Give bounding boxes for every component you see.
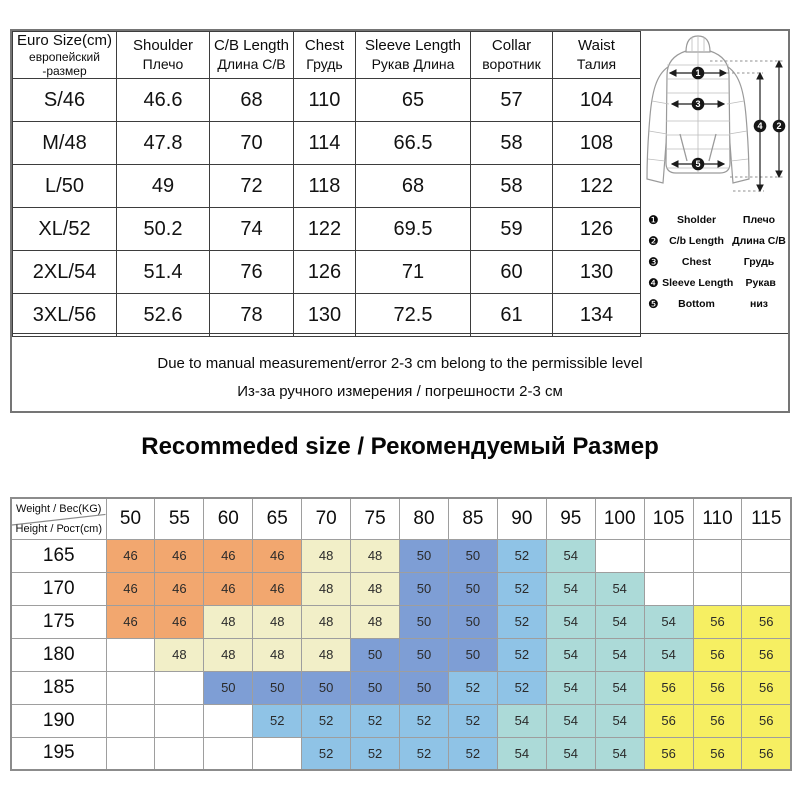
size-table-cell: 118 [294,165,356,208]
corner-header-cell [11,498,106,539]
size-value-cell: 52 [448,737,497,770]
size-value-cell: 50 [400,605,449,638]
size-value-cell: 54 [546,638,595,671]
size-value-cell: 54 [595,605,644,638]
marker-5: 5 [695,159,701,170]
marker-2: 2 [776,121,782,132]
marker-4: 4 [757,121,763,132]
weight-header-cell: 50 [106,498,155,539]
size-table-cell: 76 [210,251,294,294]
size-value-cell: 54 [546,539,595,572]
size-value-cell: 56 [644,704,693,737]
legend-number-icon: ❶ [648,212,659,227]
size-value-cell: 46 [106,605,155,638]
size-value-cell: 54 [595,572,644,605]
size-value-cell: 46 [155,539,204,572]
size-value-cell: 54 [595,638,644,671]
size-table-row [13,251,641,294]
recommended-size-title: Recommeded size / Рекомендуемый Размер [141,433,659,460]
size-value-cell [742,539,791,572]
size-table-cell: 46.6 [117,79,210,122]
size-table-cell: 108 [553,122,641,165]
size-value-cell: 52 [253,704,302,737]
size-table-cell: 52.6 [117,294,210,337]
legend-label-en: Sleeve Length [662,276,734,289]
size-table-cell: 65 [356,79,471,122]
size-value-cell: 52 [497,572,546,605]
size-table-header-row [13,32,641,79]
size-value-cell: 48 [204,638,253,671]
size-value-cell: 48 [351,539,400,572]
col-header-shoulder: Shoulder Плечо [117,32,210,79]
height-header-cell: 190 [11,704,106,737]
size-value-cell: 50 [400,572,449,605]
size-value-cell [155,704,204,737]
size-value-cell: 54 [546,572,595,605]
size-value-cell: 52 [497,638,546,671]
weight-header-cell: 100 [595,498,644,539]
legend-label-ru: низ [749,297,769,310]
col-header-euro-size: Euro Size(cm) европейский -размер [13,32,117,79]
size-table-cell: 130 [553,251,641,294]
size-value-cell: 56 [742,704,791,737]
size-value-cell: 56 [644,671,693,704]
recommend-row [11,572,791,605]
legend-item [648,251,788,272]
weight-header-cell: 95 [546,498,595,539]
size-value-cell: 52 [351,737,400,770]
legend-item [648,272,788,293]
size-value-cell [644,572,693,605]
legend-item [648,230,788,251]
marker-1: 1 [695,68,701,79]
col-header-chest: Chest Грудь [294,32,356,79]
legend-number-icon: ❷ [648,233,659,248]
size-table-cell: 68 [356,165,471,208]
size-value-cell [155,671,204,704]
size-value-cell: 54 [546,704,595,737]
size-table-row [13,79,641,122]
size-value-cell [106,737,155,770]
size-table-cell: 58 [471,122,553,165]
col-header-collar: Collar воротник [471,32,553,79]
note-line-ru: Из-за ручного измерения / погрешности 2-3 см [237,383,563,400]
size-value-cell: 54 [546,737,595,770]
weight-header-cell: 85 [448,498,497,539]
size-value-cell: 54 [644,638,693,671]
size-table-cell: 51.4 [117,251,210,294]
recommend-row [11,737,791,770]
size-value-cell: 56 [742,671,791,704]
height-header-cell: 165 [11,539,106,572]
size-table-cell: 130 [294,294,356,337]
legend-label-ru: Длина C/B [732,234,786,247]
size-table-cell: 110 [294,79,356,122]
note-line-en: Due to manual measurement/error 2-3 cm belong to the permissible level [157,355,643,372]
size-value-cell: 50 [204,671,253,704]
recommend-row [11,704,791,737]
size-value-cell [106,638,155,671]
weight-header-cell: 70 [302,498,351,539]
measurement-note [12,333,788,411]
measurement-section [10,29,790,413]
size-value-cell: 54 [595,704,644,737]
recommend-row [11,638,791,671]
size-value-cell [595,539,644,572]
size-value-cell: 48 [253,638,302,671]
legend-number-icon: ❺ [648,296,659,311]
size-value-cell: 56 [693,638,742,671]
size-value-cell: 54 [595,737,644,770]
size-value-cell: 52 [351,704,400,737]
size-value-cell: 48 [302,605,351,638]
size-table-cell: 122 [294,208,356,251]
size-table-cell: S/46 [13,79,117,122]
size-table-cell: M/48 [13,122,117,165]
euro-size-table [12,31,641,337]
size-value-cell: 50 [400,638,449,671]
recommend-row [11,671,791,704]
jacket-measurement-diagram [640,31,788,208]
weight-header-cell: 90 [497,498,546,539]
size-value-cell: 56 [693,704,742,737]
weight-header-row [11,498,791,539]
size-table-cell: 49 [117,165,210,208]
legend-label-en: Bottom [678,297,715,310]
size-value-cell [693,572,742,605]
size-table-cell: 134 [553,294,641,337]
legend-number-icon: ❸ [648,254,659,269]
recommend-table-body [11,539,791,770]
size-value-cell: 54 [546,605,595,638]
size-value-cell: 50 [302,671,351,704]
size-value-cell [204,737,253,770]
col-header-cb-length: C/B Length Длина C/B [210,32,294,79]
size-value-cell: 46 [106,572,155,605]
col-header-sleeve-length: Sleeve Length Рукав Длина [356,32,471,79]
size-value-cell: 48 [302,638,351,671]
size-value-cell: 52 [302,704,351,737]
jacket-panel [640,31,788,335]
size-value-cell: 50 [351,638,400,671]
size-value-cell: 56 [693,671,742,704]
size-value-cell: 46 [204,572,253,605]
size-value-cell: 56 [644,737,693,770]
weight-header-cell: 60 [204,498,253,539]
size-value-cell: 52 [302,737,351,770]
size-value-cell: 52 [497,605,546,638]
legend-label-en: C/b Length [669,234,724,247]
size-value-cell: 50 [448,539,497,572]
size-table-cell: 61 [471,294,553,337]
size-value-cell [693,539,742,572]
size-value-cell [155,737,204,770]
size-table-cell: 50.2 [117,208,210,251]
size-value-cell: 50 [351,671,400,704]
size-table-cell: 47.8 [117,122,210,165]
height-header-cell: 185 [11,671,106,704]
size-value-cell: 48 [302,572,351,605]
legend-label-ru: Рукав [745,276,776,289]
size-value-cell [644,539,693,572]
size-value-cell: 50 [253,671,302,704]
size-table-cell: L/50 [13,165,117,208]
legend-label-ru: Грудь [743,255,775,268]
size-table-cell: 57 [471,79,553,122]
size-value-cell: 50 [400,671,449,704]
size-table-cell: 59 [471,208,553,251]
size-value-cell: 56 [693,605,742,638]
size-value-cell [253,737,302,770]
size-table-cell: 126 [294,251,356,294]
size-value-cell [742,572,791,605]
size-value-cell: 56 [742,605,791,638]
weight-header-cell: 75 [351,498,400,539]
size-table-row [13,208,641,251]
height-header-cell: 195 [11,737,106,770]
size-value-cell: 48 [204,605,253,638]
size-table-cell: 126 [553,208,641,251]
legend-item [648,209,788,230]
size-table-cell: 58 [471,165,553,208]
size-value-cell: 48 [351,572,400,605]
legend-item [648,293,788,314]
height-header-cell: 175 [11,605,106,638]
size-value-cell: 56 [742,737,791,770]
recommend-row [11,605,791,638]
size-table-cell: 78 [210,294,294,337]
recommend-size-table [10,497,792,771]
size-value-cell: 46 [204,539,253,572]
legend-number-icon: ❹ [648,275,659,290]
size-value-cell: 52 [497,671,546,704]
legend-label-en: Sholder [676,213,717,226]
size-table-cell: 66.5 [356,122,471,165]
size-table-row [13,165,641,208]
size-value-cell: 48 [302,539,351,572]
weight-header-cell: 80 [400,498,449,539]
size-value-cell: 52 [448,671,497,704]
size-table-cell: 60 [471,251,553,294]
measurement-legend [640,208,788,314]
size-value-cell: 48 [351,605,400,638]
size-value-cell: 48 [253,605,302,638]
size-value-cell: 48 [155,638,204,671]
size-value-cell: 54 [497,704,546,737]
size-value-cell: 50 [448,572,497,605]
size-value-cell: 54 [595,671,644,704]
size-table-cell: 70 [210,122,294,165]
size-table-cell: 71 [356,251,471,294]
size-value-cell: 56 [693,737,742,770]
size-value-cell: 46 [253,539,302,572]
size-table-cell: 104 [553,79,641,122]
weight-axis-label: Weight / Вес(KG) [16,503,102,515]
weight-header-cell: 55 [155,498,204,539]
size-value-cell: 52 [448,704,497,737]
col-header-waist: Waist Талия [553,32,641,79]
size-value-cell: 54 [644,605,693,638]
size-table-row [13,294,641,337]
size-value-cell: 50 [448,605,497,638]
size-value-cell: 52 [400,704,449,737]
size-table-cell: 3XL/56 [13,294,117,337]
size-table-cell: 72.5 [356,294,471,337]
size-table-row [13,122,641,165]
size-table-cell: XL/52 [13,208,117,251]
size-table-cell: 74 [210,208,294,251]
size-value-cell: 46 [106,539,155,572]
size-value-cell [106,704,155,737]
size-table-cell: 68 [210,79,294,122]
size-table-cell: 2XL/54 [13,251,117,294]
size-value-cell [204,704,253,737]
height-axis-label: Height / Рост(cm) [15,522,102,535]
weight-header-cell: 115 [742,498,791,539]
legend-label-en: Chest [681,255,712,268]
size-table-cell: 122 [553,165,641,208]
weight-header-cell: 110 [693,498,742,539]
weight-header-cell: 105 [644,498,693,539]
height-header-cell: 170 [11,572,106,605]
size-table-cell: 114 [294,122,356,165]
size-value-cell: 54 [546,671,595,704]
recommend-row [11,539,791,572]
size-value-cell: 54 [497,737,546,770]
size-value-cell: 50 [400,539,449,572]
legend-label-ru: Плечо [742,213,776,226]
size-value-cell: 56 [742,638,791,671]
marker-3: 3 [695,99,701,110]
size-value-cell: 52 [400,737,449,770]
size-table-cell: 72 [210,165,294,208]
height-header-cell: 180 [11,638,106,671]
size-value-cell: 46 [253,572,302,605]
size-table-body [13,79,641,337]
size-value-cell [106,671,155,704]
size-table-cell: 69.5 [356,208,471,251]
size-value-cell: 46 [155,572,204,605]
size-value-cell: 50 [448,638,497,671]
size-value-cell: 46 [155,605,204,638]
weight-header-cell: 65 [253,498,302,539]
size-value-cell: 52 [497,539,546,572]
